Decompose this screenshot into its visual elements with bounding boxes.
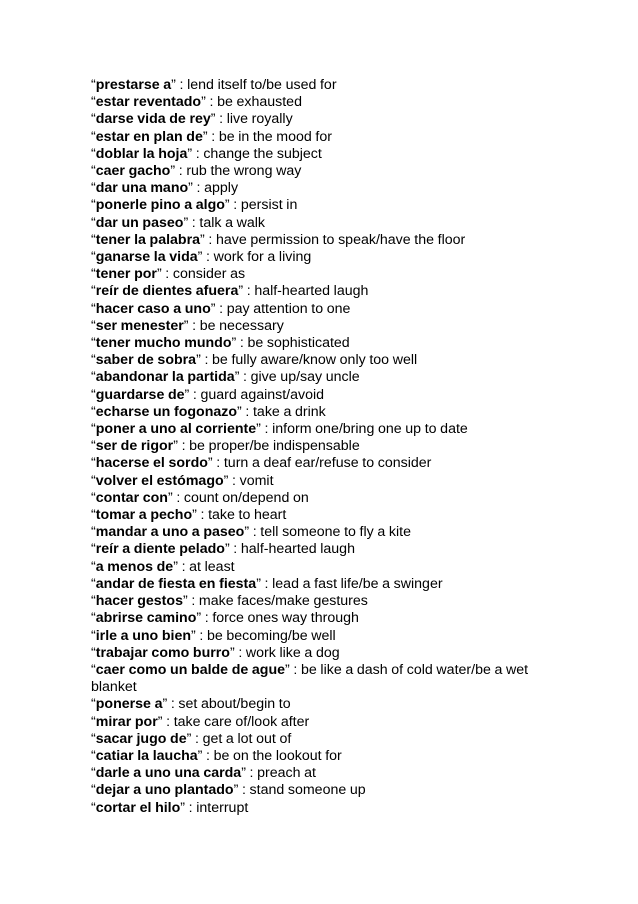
idiom-entry: “saber de sobra” : be fully aware/know only too well [91,352,418,369]
idiom-term: catiar la laucha [95,747,198,764]
idiom-entry: “andar de fiesta en fiesta” : lead a fast life/be a swinger [91,575,443,592]
idiom-entry: “catiar la laucha” : be on the lookout for [91,747,342,764]
idiom-term: prestarse a [95,77,172,93]
idiom-entry: “hacer gestos” : make faces/make gestures [91,593,368,610]
idiom-meaning: be in the mood for [218,128,332,145]
idiom-entry: “tener mucho mundo” : be sophisticated [91,335,350,352]
idiom-meaning: live royally [226,111,293,128]
idiom-entry: “prestarse a” : lend itself to/be used for [91,77,337,93]
idiom-entry: “abrirse camino” : force ones way through [91,610,359,627]
idiom-term: dar un paseo [95,214,184,231]
idiom-entry: “darse vida de rey” : live royally [91,111,293,128]
idiom-meaning: be proper/be indispensable [189,438,360,455]
idiom-term: contar con [95,489,168,506]
idiom-term: darle a uno una carda [95,765,242,782]
idiom-term: abandonar la partida [95,369,235,386]
idiom-meaning: give up/say uncle [250,369,360,386]
idiom-term: caer como un balde de ague [95,661,286,678]
idiom-entry: “dar una mano” : apply [91,180,239,197]
idiom-meaning: lead a fast life/be a swinger [272,575,443,592]
idiom-term: mirar por [95,713,158,730]
idiom-meaning: work for a living [213,249,312,266]
idiom-meaning: be necessary [199,317,284,334]
idiom-entry: “a menos de” : at least [91,558,235,575]
idiom-meaning: be on the lookout for [213,747,342,764]
idiom-entry: “volver el estómago” : vomit [91,472,274,489]
idiom-term: estar en plan de [95,128,203,145]
idiom-meaning: set about/begin to [178,696,291,713]
idiom-entry: “hacer caso a uno” : pay attention to one [91,300,351,317]
idiom-term: volver el estómago [95,472,224,489]
idiom-entry: “cortar el hilo” : interrupt [91,799,249,816]
idiom-entry: “reír de dientes afuera” : half-hearted laugh [91,283,369,300]
idiom-term: hacerse el sordo [95,455,208,472]
idiom-entry: “dejar a uno plantado” : stand someone up [91,782,366,799]
idiom-term: ponerle pino a algo [95,197,225,214]
idiom-meaning: be fully aware/know only too well [212,352,418,369]
idiom-meaning: count on/depend on [183,489,309,506]
idiom-entry: “sacar jugo de” : get a lot out of [91,730,292,747]
idiom-term: reír a diente pelado [95,541,225,558]
idiom-entry: “doblar la hoja” : change the subject [91,145,322,162]
idiom-entry: “ponerle pino a algo” : persist in [91,197,298,214]
idiom-meaning: vomit [239,472,274,489]
idiom-list [91,77,541,817]
idiom-term: caer gacho [95,163,171,180]
idiom-entry: “abandonar la partida” : give up/say uncle [91,369,360,386]
idiom-entry: “ser menester” : be necessary [91,317,284,334]
idiom-meaning: be sophisticated [247,335,350,352]
idiom-term: ser menester [95,317,184,334]
idiom-entry: “estar reventado” : be exhausted [91,94,302,111]
idiom-meaning: stand someone up [249,782,366,799]
idiom-meaning: tell someone to fly a kite [260,524,411,541]
idiom-meaning: turn a deaf ear/refuse to consider [223,455,432,472]
idiom-term: irle a uno bien [95,627,192,644]
idiom-term: saber de sobra [95,352,197,369]
idiom-term: reír de dientes afuera [95,283,239,300]
idiom-meaning: change the subject [203,145,322,162]
idiom-entry: “irle a uno bien” : be becoming/be well [91,627,336,644]
idiom-term: ser de rigor [95,438,174,455]
idiom-term: abrirse camino [95,610,197,627]
idiom-term: echarse un fogonazo [95,403,238,420]
idiom-meaning: apply [204,180,239,197]
idiom-meaning: work like a dog [245,644,340,661]
idiom-term: tomar a pecho [95,507,193,524]
idiom-meaning: be becoming/be well [206,627,336,644]
idiom-meaning: consider as [172,266,246,283]
idiom-meaning: force ones way through [212,610,359,627]
idiom-entry: “dar un paseo” : talk a walk [91,214,266,231]
idiom-meaning: have permission to speak/have the floor [215,231,466,248]
idiom-entry: “ser de rigor” : be proper/be indispensable [91,438,360,455]
idiom-entry: “hacerse el sordo” : turn a deaf ear/refuse to consider [91,455,432,472]
idiom-term: hacer caso a uno [95,300,211,317]
idiom-meaning: persist in [240,197,298,214]
idiom-entry: “ponerse a” : set about/begin to [91,696,291,713]
idiom-entry: “tener por” : consider as [91,266,246,283]
idiom-meaning: interrupt [196,799,249,816]
idiom-meaning: half-hearted laugh [254,283,369,300]
idiom-term: andar de fiesta en fiesta [95,575,257,592]
idiom-term: trabajar como burro [95,644,230,661]
idiom-term: doblar la hoja [95,145,188,162]
idiom-term: dar una mano [95,180,189,197]
idiom-term: dejar a uno plantado [95,782,234,799]
idiom-term: tener la palabra [95,231,201,248]
idiom-term: ponerse a [95,696,163,713]
idiom-entry: “mirar por” : take care of/look after [91,713,310,730]
idiom-meaning: take to heart [208,507,287,524]
idiom-meaning: at least [189,558,235,575]
idiom-entry: “contar con” : count on/depend on [91,489,309,506]
idiom-entry: “echarse un fogonazo” : take a drink [91,403,326,420]
idiom-term: mandar a uno a paseo [95,524,245,541]
idiom-term: ganarse la vida [95,249,198,266]
idiom-entry: “ganarse la vida” : work for a living [91,249,312,266]
idiom-meaning: take care of/look after [173,713,310,730]
idiom-term: estar reventado [95,94,202,111]
idiom-term: sacar jugo de [95,730,187,747]
idiom-meaning: pay attention to one [226,300,351,317]
idiom-term: darse vida de rey [95,111,211,128]
idiom-meaning: make faces/make gestures [198,593,368,610]
idiom-term: tener por [95,266,157,283]
idiom-entry: “mandar a uno a paseo” : tell someone to fly a kite [91,524,411,541]
idiom-term: a menos de [95,558,174,575]
idiom-term: poner a uno al corriente [95,421,257,438]
idiom-entry: “darle a uno una carda” : preach at [91,765,316,782]
idiom-meaning: rub the wrong way [186,163,302,180]
idiom-entry: “caer gacho” : rub the wrong way [91,163,302,180]
idiom-meaning: guard against/avoid [200,386,325,403]
idiom-term: hacer gestos [95,593,183,610]
idiom-entry: “reír a diente pelado” : half-hearted laugh [91,541,355,558]
idiom-meaning: lend itself to/be used for [187,77,337,93]
idiom-entry: “guardarse de” : guard against/avoid [91,386,325,403]
idiom-entry: “tener la palabra” : have permission to speak/have the floor [91,231,466,248]
idiom-entry: “estar en plan de” : be in the mood for [91,128,332,145]
idiom-term: tener mucho mundo [95,335,232,352]
idiom-meaning: take a drink [252,403,326,420]
idiom-meaning: half-hearted laugh [240,541,355,558]
idiom-entry: “tomar a pecho” : take to heart [91,507,287,524]
idiom-entry: “trabajar como burro” : work like a dog [91,644,340,661]
idiom-meaning: preach at [257,765,316,782]
idiom-meaning: talk a walk [199,214,266,231]
idiom-entry: “caer como un balde de ague” : be like a dash of cold water/be a wet blanket [91,661,529,696]
idiom-term: guardarse de [95,386,185,403]
idiom-meaning: get a lot out of [202,730,292,747]
idiom-meaning: inform one/bring one up to date [272,421,468,438]
idiom-meaning: be exhausted [217,94,302,111]
idiom-entry: “poner a uno al corriente” : inform one/bring one up to date [91,421,468,438]
idiom-term: cortar el hilo [95,799,181,816]
idiom-meaning: be like a dash of cold water/be a wet blanket [91,661,529,696]
